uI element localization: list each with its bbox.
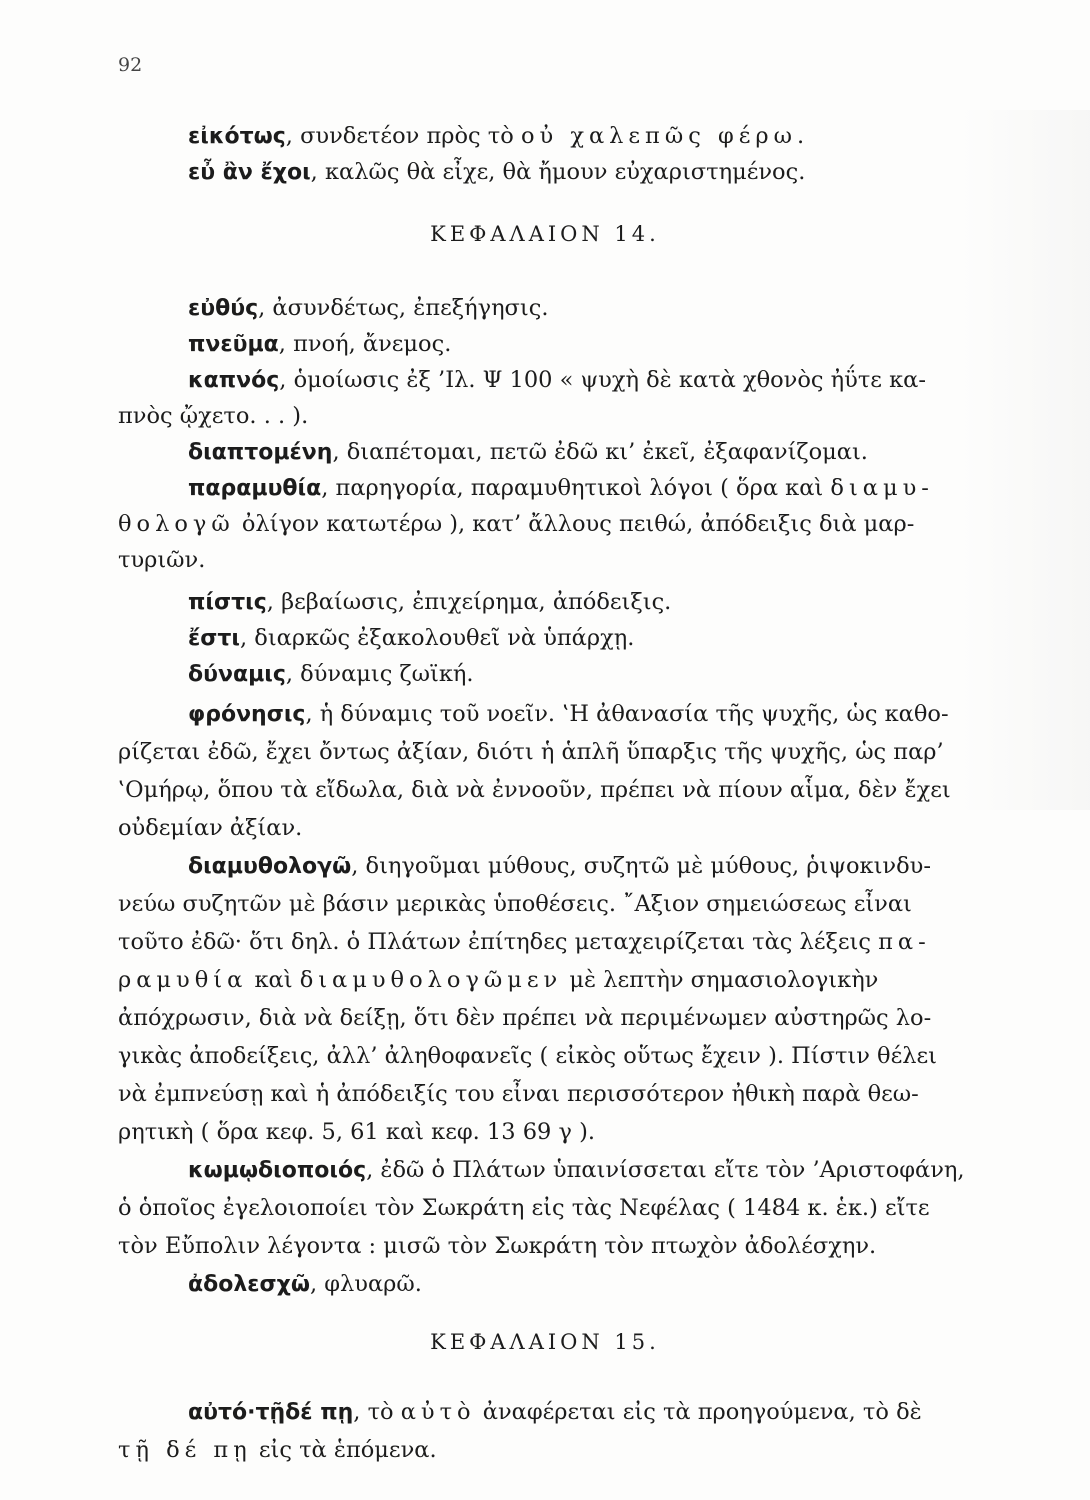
entry-paramythia-cont-1	[118, 506, 1033, 542]
entry-diaptomeni	[188, 434, 1033, 471]
lemma: δύναμις	[188, 662, 286, 687]
lemma: κωμῳδιοποιός	[188, 1158, 367, 1183]
entry-adoleschos	[188, 1266, 1033, 1303]
lemma: ἀδολεσχῶ	[188, 1272, 310, 1297]
spaced-word: διαμυθολογῶμεν	[299, 967, 563, 993]
entry-diamythologo-cont-4: ἀπόχρωσιν, διὰ νὰ δείξῃ, ὅτι δὲν πρέπει νὰ περιμένωμεν αὐστηρῶς λο-	[118, 1005, 932, 1031]
gloss: , ὁμοίωσις ἐξ ’Ιλ. Ψ 100 « ψυχὴ δὲ κατὰ χθονὸς ἠΰτε κα-	[279, 367, 926, 393]
entry-pneuma	[188, 326, 1033, 363]
entry-auto-tide	[188, 1394, 1033, 1431]
lemma: εἰκότως	[188, 124, 286, 149]
gloss: , τὸ	[353, 1399, 401, 1425]
gloss: , φλυαρῶ.	[309, 1271, 422, 1297]
gloss: , βεβαίωσις, ἐπιχείρημα, ἀπόδειξις.	[266, 589, 672, 615]
entry-pistis	[188, 584, 1033, 621]
spaced-word: αὐτὸ	[400, 1399, 476, 1425]
lemma: αὐτό·τῇδέ πῃ	[188, 1400, 354, 1425]
gloss: , διαρκῶς ἐξακολουθεῖ νὰ ὑπάρχῃ.	[240, 625, 635, 651]
spaced-word: θολογῶ	[118, 511, 235, 537]
spaced-quote: οὐ χαλεπῶς φέρω	[520, 123, 797, 149]
entry-diamythologo-cont-7: ρητικὴ ( ὅρα κεφ. 5, 61 καὶ κεφ. 13 69 γ ).	[118, 1119, 596, 1145]
gloss: , διαπέτομαι, πετῶ ἐδῶ κι’ ἐκεῖ, ἐξαφανίζομαι.	[332, 439, 868, 465]
entry-paramythia-cont-2: τυριῶν.	[118, 547, 206, 573]
lemma: πίστις	[188, 590, 267, 615]
spaced-word: τῇ δέ πῃ	[118, 1437, 252, 1463]
gloss: μὲ λεπτὴν σημασιολογικὴν	[562, 967, 879, 993]
lemma: καπνός	[188, 368, 280, 393]
entry-euthys	[188, 290, 1033, 327]
lemma: πνεῦμα	[188, 332, 279, 357]
entry-diamythologo-cont-3	[118, 962, 1033, 998]
entry-eikotos	[188, 118, 1033, 155]
gloss: τοῦτο ἐδῶ· ὅτι δηλ. ὁ Πλάτων ἐπίτηδες μεταχειρίζεται τὰς λέξεις	[118, 929, 879, 955]
entry-auto-tide-cont	[118, 1432, 1033, 1468]
gloss: , ἡ δύναμις τοῦ νοεῖν. ‛Η ἀθανασία τῆς ψυχῆς, ὡς καθο-	[305, 701, 949, 727]
entry-komodiopoios-cont-1: ὁ ὁποῖος ἐγελοιοποίει τὸν Σωκράτη εἰς τὰς Νεφέλας ( 1484 κ. ἑκ.) εἴτε	[118, 1195, 930, 1221]
lemma: διαμυθολογῶ	[188, 854, 352, 879]
gloss: εἰς τὰ ἑπόμενα.	[251, 1437, 437, 1463]
entry-phronisis-cont-2: ‛Ομήρῳ, ὅπου τὰ εἴδωλα, διὰ νὰ ἐννοοῦν, πρέπει νὰ πίουν αἷμα, δὲν ἔχει	[118, 777, 951, 803]
gloss: , συνδετέον πρὸς τὸ	[285, 123, 521, 149]
gloss: , ἀσυνδέτως, ἐπεξήγησις.	[258, 295, 549, 321]
lemma: ἔστι	[188, 626, 240, 651]
gloss: , διηγοῦμαι μύθους, συζητῶ μὲ μύθους, ῥιψοκινδυ-	[351, 853, 931, 879]
gloss: , ἐδῶ ὁ Πλάτων ὑπαινίσσεται εἴτε τὸν ’Αριστοφάνη,	[366, 1157, 965, 1183]
entry-paramythia	[188, 470, 1033, 507]
entry-diamythologo-cont-5: γικὰς ἀποδείξεις, ἀλλ’ ἀληθοφανεῖς ( εἰκὸς οὕτως ἔχειν ). Πίστιν θέλει	[118, 1043, 937, 1069]
entry-phronisis-cont-3: οὐδεμίαν ἀξίαν.	[118, 815, 303, 841]
lemma: εὐθύς	[188, 296, 259, 321]
lemma: παραμυθία	[188, 476, 322, 501]
gloss: ἀναφέρεται εἰς τὰ προηγούμενα, τὸ δὲ	[475, 1399, 922, 1425]
gloss: , δύναμις ζωϊκή.	[285, 661, 474, 687]
chapter-heading-14: ΚΕΦΑΛΑΙΟΝ 14.	[430, 222, 660, 246]
spaced-word: ραμυθία	[118, 967, 248, 993]
gloss: , πνοή, ἄνεμος.	[278, 331, 452, 357]
entry-esti	[188, 620, 1033, 657]
gloss-end: .	[796, 123, 805, 149]
lemma: φρόνησις	[188, 702, 306, 727]
entry-komodiopoios-cont-2: τὸν Εὔπολιν λέγοντα : μισῶ τὸν Σωκράτη τὸν πτωχὸν ἀδολέσχην.	[118, 1233, 877, 1259]
page-number: 92	[118, 54, 143, 76]
gloss: , παρηγορία, παραμυθητικοὶ λόγοι ( ὅρα καὶ	[321, 475, 831, 501]
entry-komodiopoios	[188, 1152, 1033, 1189]
entry-diamythologo	[188, 848, 1033, 885]
entry-diamythologo-cont-2	[118, 924, 1033, 960]
entry-phronisis-cont-1: ρίζεται ἐδῶ, ἔχει ὄντως ἀξίαν, διότι ἡ ἁπλῆ ὕπαρξις τῆς ψυχῆς, ὡς παρ’	[118, 739, 944, 765]
entry-kapnos	[188, 362, 1033, 399]
entry-diamythologo-cont-6: νὰ ἐμπνεύσῃ καὶ ἡ ἀπόδειξίς του εἶναι περισσότερον ἠθικὴ παρὰ θεω-	[118, 1081, 919, 1107]
entry-kapnos-cont: πνὸς ᾤχετο. . . ).	[118, 403, 309, 429]
spaced-word: διαμυ-	[830, 475, 934, 501]
entry-dynamis	[188, 656, 1033, 693]
entry-eu-an-echoi	[188, 154, 1033, 191]
gloss: καὶ	[247, 967, 300, 993]
gloss: , καλῶς θὰ εἶχε, θὰ ἤμουν εὐχαριστημένος.	[310, 159, 806, 185]
spaced-word: πα-	[878, 929, 931, 955]
lemma: εὖ ἂν ἔχοι	[188, 160, 311, 185]
gloss: ὀλίγον κατωτέρω ), κατ’ ἄλλους πειθώ, ἀπόδειξις διὰ μαρ-	[234, 511, 915, 537]
lemma: διαπτομένη	[188, 440, 333, 465]
entry-phronisis	[188, 696, 1033, 733]
entry-diamythologo-cont-1: νεύω συζητῶν μὲ βάσιν μερικὰς ὑποθέσεις. ῎Αξιον σημειώσεως εἶναι	[118, 891, 912, 917]
chapter-heading-15: ΚΕΦΑΛΑΙΟΝ 15.	[430, 1330, 660, 1354]
